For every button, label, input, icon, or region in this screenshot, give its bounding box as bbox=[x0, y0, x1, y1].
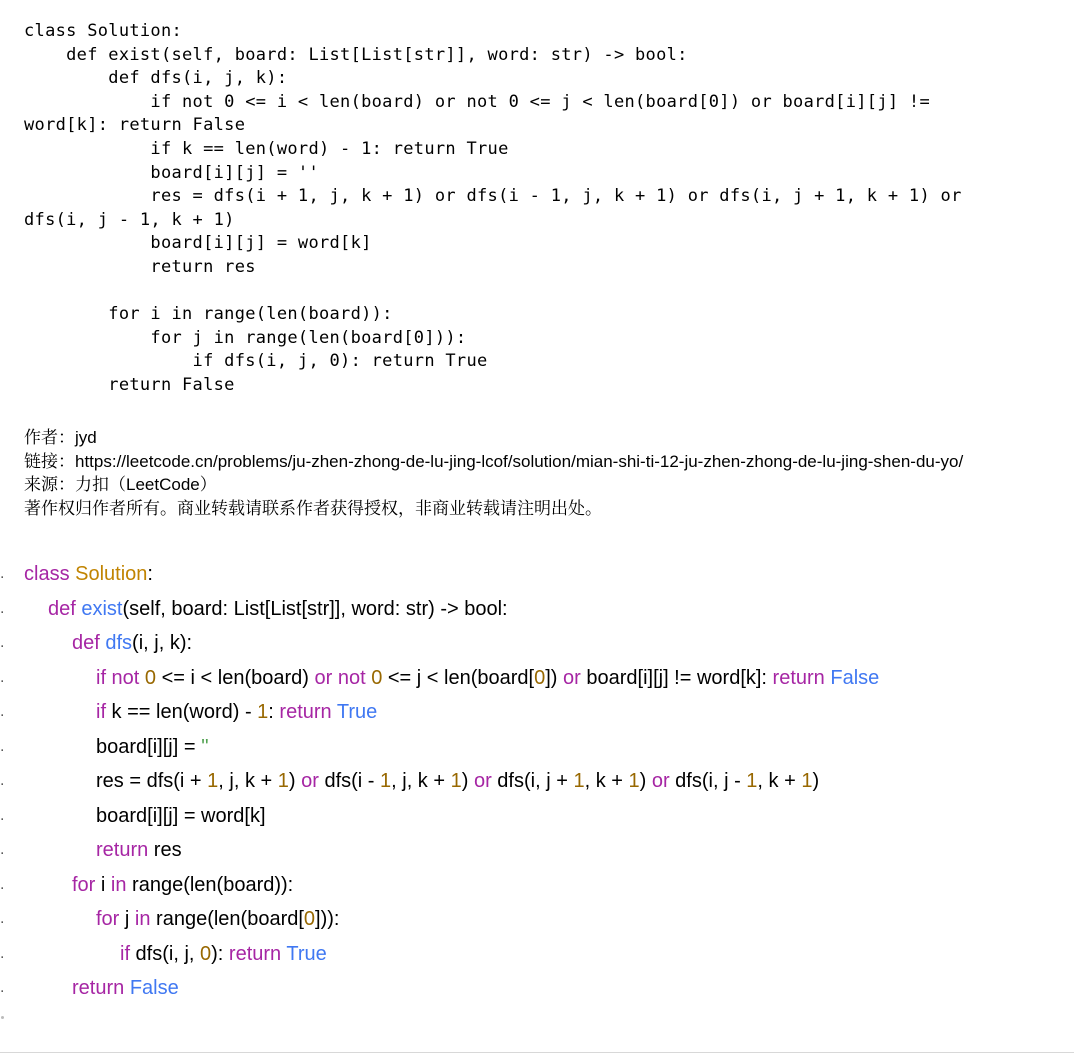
code-token: def bbox=[72, 632, 106, 654]
copyright-notice: 著作权归作者所有。商业转载请联系作者获得授权，非商业转载请注明出处。 bbox=[24, 498, 602, 518]
source-line bbox=[24, 473, 1064, 497]
code-token: , k + bbox=[584, 770, 629, 792]
code-token: return bbox=[772, 666, 831, 689]
code-token: ])): bbox=[315, 908, 340, 930]
code-token: dfs(i, j, bbox=[130, 942, 201, 965]
link-line bbox=[24, 450, 1064, 474]
code-token: 1 bbox=[801, 770, 813, 792]
code-token: 1 bbox=[277, 770, 289, 792]
code-token: 1 bbox=[573, 770, 585, 792]
code-token: res bbox=[148, 839, 182, 861]
code-token: return bbox=[279, 701, 337, 723]
code-line: if k == len(word) - 1: return True bbox=[24, 138, 509, 159]
code-line: return res bbox=[24, 256, 256, 277]
code-text bbox=[96, 730, 209, 765]
highlighted-code-line bbox=[0, 730, 1074, 765]
code-text bbox=[96, 902, 339, 937]
code-token: False bbox=[129, 977, 179, 999]
code-line: board[i][j] = '' bbox=[24, 162, 319, 183]
code-line bbox=[24, 280, 1064, 304]
code-token: ) bbox=[812, 770, 820, 792]
code-token: True bbox=[336, 701, 378, 723]
code-token: if bbox=[120, 942, 130, 965]
code-token: 0 bbox=[371, 666, 383, 689]
code-token: k == len(word) - bbox=[106, 701, 258, 723]
highlighted-code-line bbox=[0, 799, 1074, 834]
code-line: def dfs(i, j, k): bbox=[24, 68, 288, 89]
code-token: board[i][j] = bbox=[96, 735, 202, 758]
code-line: word[k]: return False bbox=[24, 115, 246, 136]
code-token: , j, k + bbox=[391, 770, 451, 792]
code-line: def exist(self, board: List[List[str]], word: str) -> bool: bbox=[24, 44, 688, 65]
code-text bbox=[72, 626, 192, 661]
code-text bbox=[96, 661, 879, 696]
code-line: for i in range(len(board)): bbox=[24, 304, 393, 325]
code-token: or bbox=[301, 770, 319, 792]
code-token: 0 bbox=[534, 666, 546, 689]
code-token: if not bbox=[96, 666, 145, 689]
code-token: 1 bbox=[207, 770, 219, 792]
code-line: return False bbox=[24, 374, 235, 395]
code-line: for j in range(len(board[0])): bbox=[24, 327, 467, 348]
plain-code-block bbox=[24, 20, 1064, 398]
code-token: exist bbox=[81, 597, 123, 620]
code-token: range(len(board[ bbox=[150, 908, 304, 930]
line-marker: . bbox=[0, 979, 5, 996]
code-token: board[i][j] = word[k] bbox=[96, 804, 266, 827]
source-label: 来源： bbox=[24, 475, 75, 494]
code-token: ) bbox=[288, 770, 302, 792]
highlighted-code-line bbox=[0, 902, 1074, 937]
code-token: in bbox=[134, 908, 151, 930]
line-marker: . bbox=[0, 910, 5, 927]
code-token: 1 bbox=[450, 770, 462, 792]
code-token: return bbox=[96, 839, 149, 861]
code-line: if dfs(i, j, 0): return True bbox=[24, 351, 488, 372]
code-token: class bbox=[24, 563, 76, 585]
highlighted-code-block bbox=[0, 557, 1074, 1006]
code-token: board[i][j] != word[k]: bbox=[580, 666, 773, 689]
code-token: ): bbox=[211, 942, 229, 965]
highlighted-code-line bbox=[0, 833, 1074, 868]
code-token: 0 bbox=[200, 942, 212, 965]
code-token: , k + bbox=[757, 770, 802, 792]
code-text bbox=[96, 833, 182, 868]
code-token: dfs(i, j + bbox=[491, 770, 574, 792]
code-token: i bbox=[95, 873, 111, 896]
code-token: or bbox=[473, 770, 492, 792]
line-marker: . bbox=[0, 737, 5, 755]
code-token: or not bbox=[314, 666, 372, 689]
code-token: 1 bbox=[380, 770, 392, 792]
source-link[interactable]: https://leetcode.cn/problems/ju-zhen-zhong-de-lu-jing-lcof/solution/mian-shi-ti-12-ju-zhen-zhong-de-lu-jing-shen-du-yo/ bbox=[75, 451, 964, 471]
code-token: for bbox=[96, 908, 120, 930]
line-marker: . bbox=[0, 599, 5, 617]
code-token: <= j < len(board[ bbox=[382, 666, 535, 689]
code-text bbox=[72, 868, 293, 903]
code-token: : bbox=[268, 701, 280, 723]
code-token: return bbox=[72, 977, 130, 999]
line-marker: . bbox=[0, 772, 5, 789]
code-text bbox=[96, 799, 266, 834]
code-token: or bbox=[651, 770, 670, 792]
highlighted-code-line bbox=[0, 661, 1074, 696]
code-token: 0 bbox=[144, 666, 157, 689]
highlighted-code-line bbox=[0, 695, 1074, 730]
code-token: 1 bbox=[746, 770, 758, 792]
code-token: dfs(i - bbox=[318, 770, 381, 792]
code-text bbox=[120, 937, 327, 972]
code-token: for bbox=[72, 873, 96, 896]
code-token: (self, board: List[List[str]], word: str) -> bool: bbox=[122, 597, 508, 620]
code-token: ) bbox=[461, 770, 474, 792]
highlighted-code-line bbox=[0, 557, 1074, 592]
line-marker: . bbox=[0, 668, 5, 686]
code-line: if not 0 <= i < len(board) or not 0 <= j < len(board[0]) or board[i][j] != bbox=[24, 91, 930, 112]
code-token: dfs(i, j - bbox=[669, 770, 747, 792]
code-token: True bbox=[286, 942, 327, 965]
code-token: 1 bbox=[628, 770, 640, 792]
code-token: 1 bbox=[257, 701, 269, 723]
code-text bbox=[24, 557, 153, 592]
code-token: in bbox=[110, 873, 127, 896]
code-text bbox=[96, 764, 819, 799]
line-marker: . bbox=[0, 875, 5, 893]
code-text bbox=[96, 695, 377, 730]
author-name: jyd bbox=[75, 428, 97, 447]
code-token: ) bbox=[639, 770, 652, 792]
code-token: return bbox=[228, 942, 287, 965]
line-marker: . bbox=[0, 565, 5, 582]
code-token: ]) bbox=[545, 666, 563, 689]
code-line: board[i][j] = word[k] bbox=[24, 233, 372, 254]
code-token: Solution bbox=[75, 563, 148, 585]
highlighted-code-line bbox=[0, 971, 1074, 1006]
code-token: (i, j, k): bbox=[132, 632, 193, 654]
code-token: def bbox=[48, 597, 82, 620]
code-token: 0 bbox=[303, 908, 316, 930]
code-line: class Solution: bbox=[24, 21, 183, 41]
author-line bbox=[24, 426, 1064, 450]
highlighted-code-line bbox=[0, 937, 1074, 972]
code-text bbox=[48, 592, 508, 627]
code-token: res = dfs(i + bbox=[96, 770, 208, 792]
highlighted-code-line bbox=[0, 868, 1074, 903]
source-name: 力扣（LeetCode） bbox=[75, 475, 217, 494]
code-line: dfs(i, j - 1, k + 1) bbox=[24, 209, 235, 230]
code-text bbox=[72, 971, 179, 1006]
code-token: , j, k + bbox=[218, 770, 278, 792]
code-line: res = dfs(i + 1, j, k + 1) or dfs(i - 1, j, k + 1) or dfs(i, j + 1, k + 1) or bbox=[24, 186, 962, 207]
bottom-divider bbox=[0, 1052, 1074, 1053]
code-token: if bbox=[96, 701, 106, 723]
attribution-block bbox=[24, 426, 1064, 520]
line-marker: . bbox=[0, 944, 5, 962]
author-label: 作者： bbox=[24, 428, 75, 447]
highlighted-code-line bbox=[0, 592, 1074, 627]
code-token: <= i < len(board) bbox=[156, 666, 315, 689]
link-label: 链接： bbox=[24, 451, 75, 471]
line-marker: . bbox=[0, 634, 5, 651]
code-token: False bbox=[830, 666, 880, 689]
line-marker: . bbox=[0, 806, 5, 824]
highlighted-code-line bbox=[0, 764, 1074, 799]
bullet-marker bbox=[1, 1016, 4, 1019]
highlighted-code-line bbox=[0, 626, 1074, 661]
code-token: dfs bbox=[105, 632, 133, 654]
code-token: : bbox=[147, 563, 153, 585]
line-marker: . bbox=[0, 703, 5, 720]
code-token: j bbox=[119, 908, 135, 930]
line-marker: . bbox=[0, 841, 5, 858]
code-token: or bbox=[563, 666, 581, 689]
code-token: range(len(board)): bbox=[126, 873, 294, 896]
code-token: '' bbox=[201, 735, 209, 758]
